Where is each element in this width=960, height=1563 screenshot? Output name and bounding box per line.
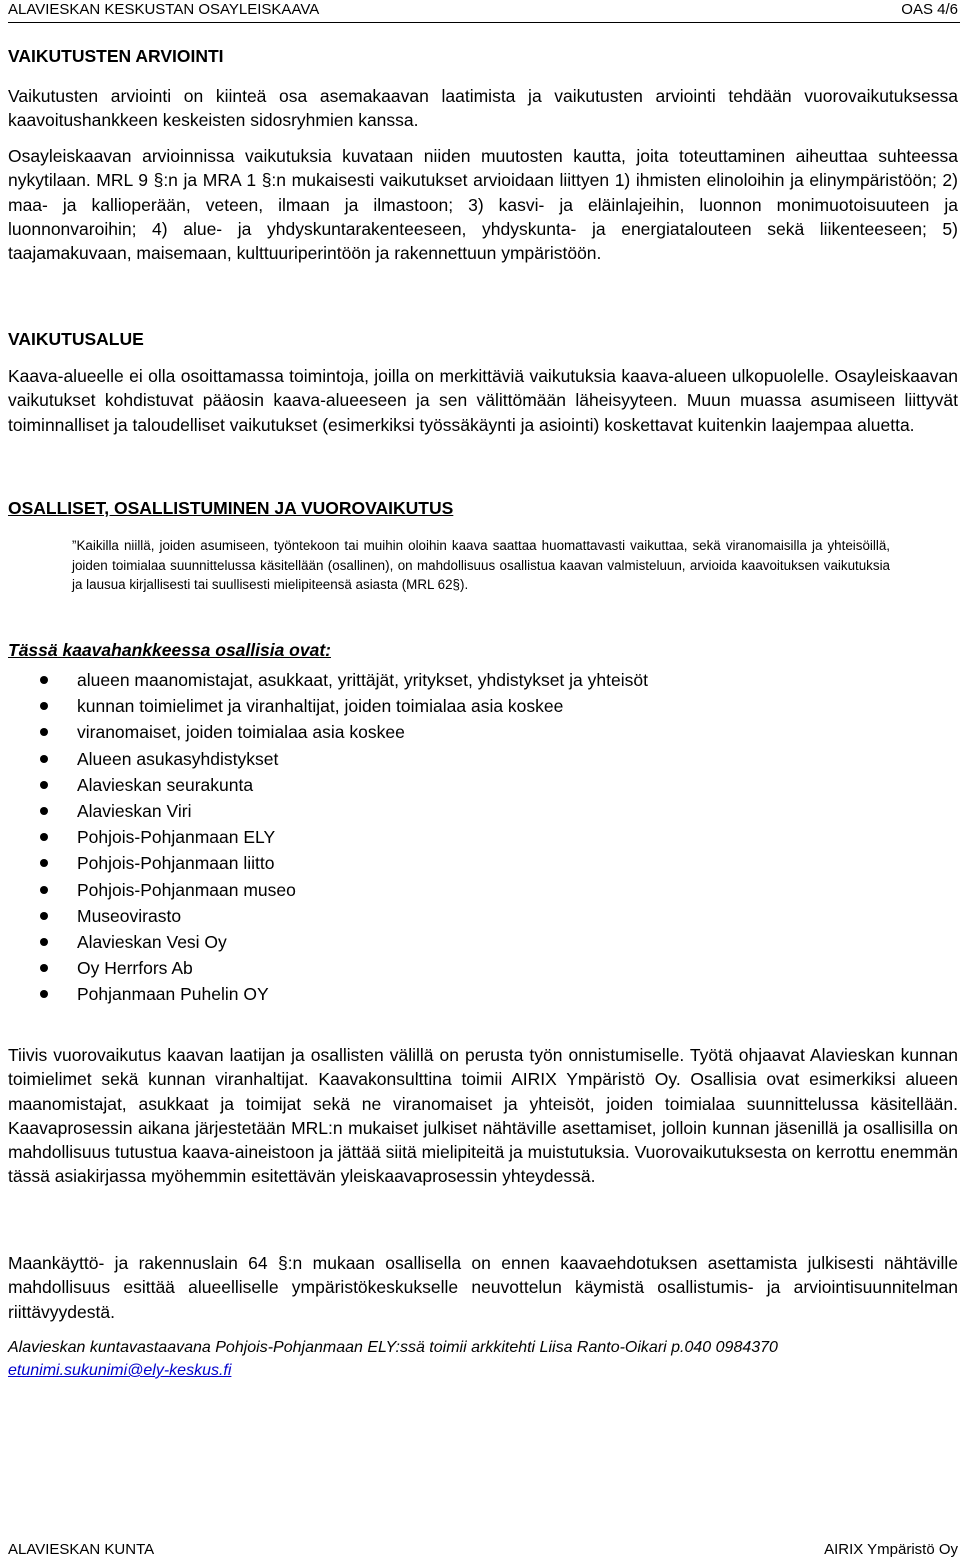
list-item <box>8 719 648 745</box>
list-item-label: kunnan toimielimet ja viranhaltijat, joiden toimialaa asia koskee <box>77 696 564 717</box>
section-title-osalliset: OSALLISET, OSALLISTUMINEN JA VUOROVAIKUTUS <box>8 498 454 518</box>
bullet-icon <box>40 912 48 920</box>
bullet-icon <box>40 938 48 946</box>
bullet-icon <box>40 859 48 867</box>
list-item <box>8 772 648 798</box>
paragraph-mrl64: Maankäyttö- ja rakennuslain 64 §:n mukaan osallisella on ennen kaavaehdotuksen asettamista julkisesti nähtäville mahdollisuus esittää alueelliselle ympäristökeskukselle neuvottelun käymistä osallistumis- ja arviointisuunnitelman riittävyydestä. <box>8 1253 958 1322</box>
contact-text: Alavieskan kuntavastaavana Pohjois-Pohjanmaan ELY:ssä toimii arkkitehti Liisa Ranto-Oikari p.040 0984370 <box>8 1339 778 1356</box>
bullet-icon <box>40 807 48 815</box>
contact-block <box>8 1336 958 1382</box>
list-item <box>8 929 648 955</box>
list-item-label: Alavieskan Vesi Oy <box>77 931 227 952</box>
list-item-label: Pohjois-Pohjanmaan museo <box>77 879 296 900</box>
list-item <box>8 746 648 772</box>
paragraph-vaikutusalue: Kaava-alueelle ei olla osoittamassa toimintoja, joilla on merkittäviä vaikutuksia kaava-alueen ulkopuolelle. Osayleiskaavan vaikutukset kohdistuvat pääosin kaava-alueeseen ja sen välittömään läheisyyteen. Muun muassa asumiseen liittyvät toiminnalliset ja taloudelliset vaikutukset (esimerkiksi työssäkäynti ja asiointi) koskettavat kuitenkin laajempaa aluetta. <box>8 366 958 435</box>
bullet-icon <box>40 886 48 894</box>
header-page-number: OAS 4/6 <box>901 1 958 18</box>
list-item-label: Pohjanmaan Puhelin OY <box>77 984 269 1005</box>
header-rule <box>8 22 960 23</box>
paragraph-arviointi-2: Osayleiskaavan arvioinnissa vaikutuksia kuvataan niiden muutosten kautta, joita toteuttaminen aiheuttaa suhteessa nykytilaan. MRL 9 §:n ja MRA 1 §:n mukaisesti vaikutukset arvioidaan liittyen 1) ihmisten elinoloihin ja elinympäristöön; 2) maa- ja kallioperään, veteen, ilmaan ja ilmastoon; 3) kasvi- ja eläinlajeihin, luonnon monimuotoisuuteen ja luonnonvaroihin; 4) alue- ja yhdyskuntarakenteeseen, yhdyskunta- ja energiatalouteen sekä liikenteeseen; 5) taajamakuvaan, maisemaan, kulttuuriperintöön ja rakennettuun ympäristöön. <box>8 146 958 264</box>
bullet-icon <box>40 964 48 972</box>
list-item <box>8 824 648 850</box>
list-item-label: Pohjois-Pohjanmaan liitto <box>77 853 275 874</box>
list-item <box>8 693 648 719</box>
section-title-vaikutusalue: VAIKUTUSALUE <box>8 329 144 349</box>
page-header <box>8 0 960 22</box>
list-item <box>8 798 648 824</box>
paragraph-vuorovaikutus: Tiivis vuorovaikutus kaavan laatijan ja osallisten välillä on perusta työn onnistumiselle. Työtä ohjaavat Alavieskan kunnan toimielimet sekä kunnan viranhaltijat. Kaavakonsulttina toimii AIRIX Ympäristö Oy. Osallisia ovat esimerkiksi alueen maanomistajat, asukkaat ja toimijat sekä ne viranomaiset ja yhteisöt, joiden toimialaa suunnittelussa käsitellään. Kaavaprosessin aikana järjestetään MRL:n mukaiset julkiset nähtäville asettamiset, jolloin kunnan jäsenillä ja osallisilla on mahdollisuus tutustua kaava-aineistoon ja jättää siitä mielipiteitä ja muistutuksia. Vuorovaikutuksesta on kerrottu enemmän tässä asiakirjassa myöhemmin esitettävän yleiskaavaprosessin yhteydessä. <box>8 1045 958 1187</box>
bullet-icon <box>40 755 48 763</box>
list-item <box>8 981 648 1007</box>
email-link[interactable]: etunimi.sukunimi@ely-keskus.fi <box>8 1362 232 1379</box>
list-item-label: viranomaiset, joiden toimialaa asia koskee <box>77 722 405 743</box>
footer-left: ALAVIESKAN KUNTA <box>8 1541 155 1558</box>
header-title: ALAVIESKAN KESKUSTAN OSAYLEISKAAVA <box>8 1 320 18</box>
list-item <box>8 667 648 693</box>
list-item-label: Alavieskan seurakunta <box>77 774 254 795</box>
list-item-label: Alueen asukasyhdistykset <box>77 748 279 769</box>
bullet-icon <box>40 781 48 789</box>
list-item-label: alueen maanomistajat, asukkaat, yrittäjät, yritykset, yhdistykset ja yhteisöt <box>77 670 648 690</box>
paragraph-arviointi-1: Vaikutusten arviointi on kiinteä osa asemakaavan laatimista ja vaikutusten arviointi tehdään vuorovaikutuksessa kaavoitushankkeen keskeisten sidosryhmien kanssa. <box>8 86 958 131</box>
list-item <box>8 903 648 929</box>
footer-right: AIRIX Ympäristö Oy <box>824 1541 958 1558</box>
participants-list-title: Tässä kaavahankkeessa osallisia ovat: <box>8 640 331 660</box>
bullet-icon <box>40 728 48 736</box>
list-item-label: Oy Herrfors Ab <box>77 958 193 979</box>
bullet-icon <box>40 702 48 710</box>
list-item-label: Museovirasto <box>77 905 182 926</box>
list-item-label: Alavieskan Viri <box>77 800 192 821</box>
list-item-label: Pohjois-Pohjanmaan ELY <box>77 827 276 848</box>
bullet-icon <box>40 833 48 841</box>
bullet-icon <box>40 990 48 998</box>
list-item <box>8 877 648 903</box>
list-item <box>8 955 648 981</box>
bullet-icon <box>40 676 48 684</box>
law-quote: ”Kaikilla niillä, joiden asumiseen, työntekoon tai muihin oloihin kaava saattaa huomattavasti vaikuttaa, sekä viranomaisilla ja yhteisöillä, joiden toimialaa suunnittelussa käsitellään (osallinen), on mahdollisuus osallistua kaavan valmisteluun, arvioida kaavoituksen vaikutuksia ja lausua kirjallisesti tai suullisesti mielipiteensä asiasta (MRL 62§). <box>72 538 890 592</box>
participants-list <box>8 667 648 1007</box>
section-title-arviointi: VAIKUTUSTEN ARVIOINTI <box>8 46 224 66</box>
list-item <box>8 850 648 876</box>
